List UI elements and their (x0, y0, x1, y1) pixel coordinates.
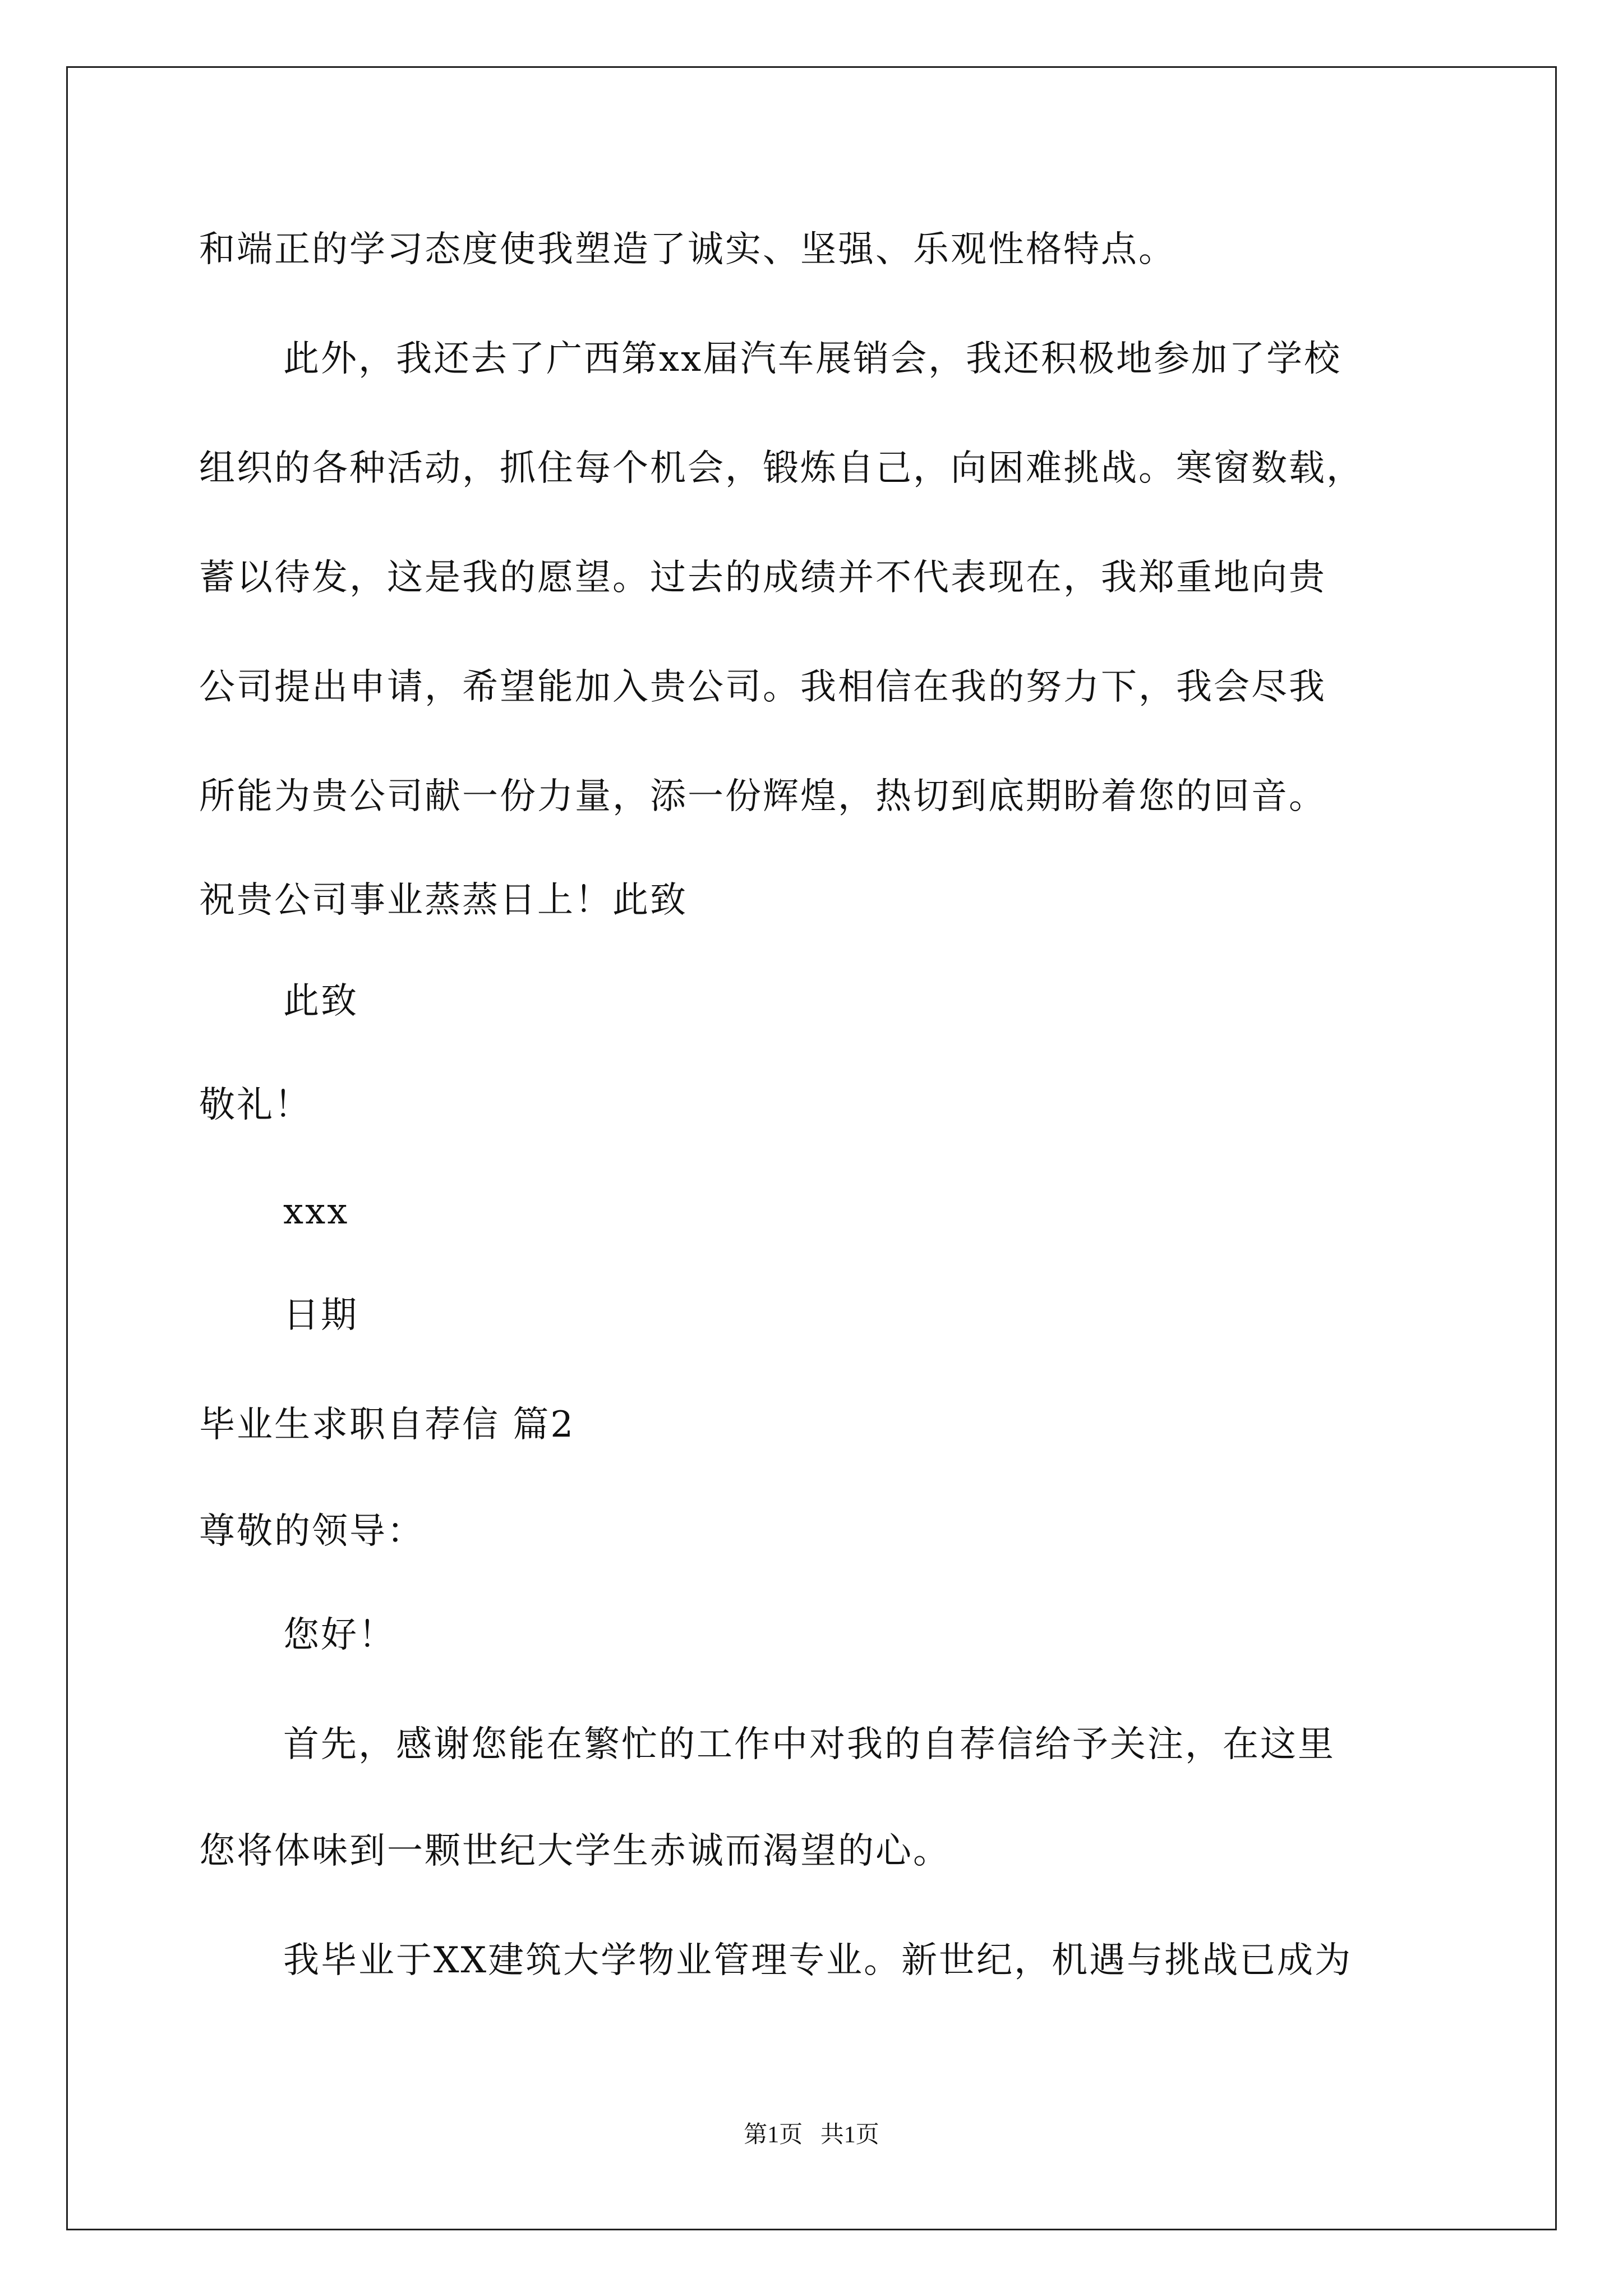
text-line: 日期 (283, 1295, 358, 1336)
text-line: 尊敬的领导： (199, 1511, 425, 1552)
text-line: 我毕业于XX建筑大学物业管理专业。新世纪，机遇与挑战已成为 (283, 1940, 1353, 1981)
text-line: 首先，感谢您能在繁忙的工作中对我的自荐信给予关注，在这里 (283, 1724, 1335, 1765)
document-body (199, 0, 1455, 2076)
text-line: 祝贵公司事业蒸蒸日上！此致 (199, 880, 688, 921)
text-line: 所能为贵公司献一份力量，添一份辉煌，热切到底期盼着您的回音。 (199, 776, 1326, 817)
text-line: xxx (283, 1191, 349, 1232)
text-line: 您好！ (283, 1614, 396, 1656)
page-number: 第1页 共1页 (744, 2122, 879, 2148)
text-line: 蓄以待发，这是我的愿望。过去的成绩并不代表现在，我郑重地向贵 (199, 557, 1326, 599)
text-line: 组织的各种活动，抓住每个机会，锻炼自己，向困难挑战。寒窗数载， (199, 448, 1364, 489)
text-line: 敬礼！ (199, 1084, 312, 1126)
text-line: 您将体味到一颗世纪大学生赤诚而渴望的心。 (199, 1830, 951, 1872)
text-line: 公司提出申请，希望能加入贵公司。我相信在我的努力下，我会尽我 (199, 666, 1326, 708)
text-line: 和端正的学习态度使我塑造了诚实、坚强、乐观性格特点。 (199, 229, 1176, 270)
text-line: 此外，我还去了广西第xx届汽车展销会，我还积极地参加了学校 (283, 338, 1342, 380)
text-line: 此致 (283, 981, 358, 1022)
section-heading: 毕业生求职自荐信 篇2 (199, 1404, 575, 1446)
